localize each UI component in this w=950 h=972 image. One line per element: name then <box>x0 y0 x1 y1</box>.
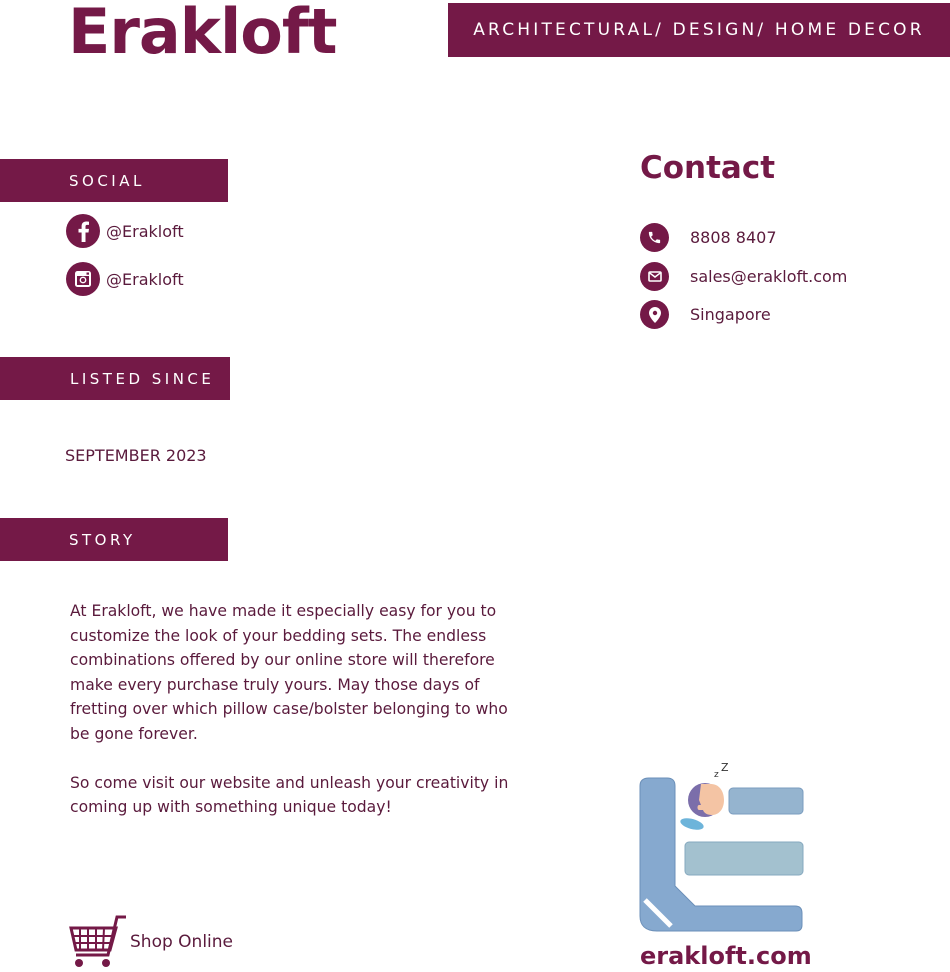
location-pin-icon <box>640 300 669 329</box>
facebook-handle: @Erakloft <box>106 221 184 241</box>
listed-since-value: SEPTEMBER 2023 <box>65 446 207 465</box>
website-url[interactable]: erakloft.com <box>640 942 812 970</box>
location-text: Singapore <box>690 305 771 324</box>
story-paragraph: At Erakloft, we have made it especially easy for you to customize the look of your bedding sets. The endless combinations offered by our online store will therefore make every purchase truly yours. May those days of fretting over which pillow case/bolster belonging to who be gone forever. <box>70 602 508 743</box>
email-address: sales@erakloft.com <box>690 267 848 286</box>
phone-icon <box>640 223 669 252</box>
mail-icon <box>640 262 669 291</box>
tagline-text: ARCHITECTURAL/ DESIGN/ HOME DECOR <box>473 20 925 40</box>
shop-online-label: Shop Online <box>130 932 233 952</box>
contact-email[interactable] <box>640 262 847 291</box>
social-instagram-link[interactable] <box>66 262 184 296</box>
social-facebook-link[interactable] <box>66 214 184 248</box>
story-section-header <box>0 518 228 561</box>
svg-text:z: z <box>714 770 719 780</box>
contact-location <box>640 300 771 329</box>
instagram-handle: @Erakloft <box>106 269 184 289</box>
brand-title: Erakloft <box>68 0 337 68</box>
listed-since-label: LISTED SINCE <box>70 369 215 388</box>
contact-phone[interactable] <box>640 223 777 252</box>
shopping-cart-icon <box>68 914 128 970</box>
svg-text:Z: Z <box>721 761 729 774</box>
story-label: STORY <box>69 530 136 549</box>
bed-logo-icon <box>639 760 807 936</box>
social-section-header <box>0 159 228 202</box>
social-label: SOCIAL <box>69 171 145 190</box>
listed-since-section-header <box>0 357 230 400</box>
contact-title: Contact <box>640 150 776 186</box>
instagram-icon <box>66 262 100 296</box>
phone-number: 8808 8407 <box>690 228 777 247</box>
story-text <box>70 599 520 844</box>
erakloft-logo <box>639 760 807 936</box>
story-paragraph: So come visit our website and unleash your creativity in coming up with something unique today! <box>70 773 509 816</box>
shop-online-link[interactable] <box>68 914 233 970</box>
tagline-banner <box>448 3 950 57</box>
facebook-icon <box>66 214 100 248</box>
